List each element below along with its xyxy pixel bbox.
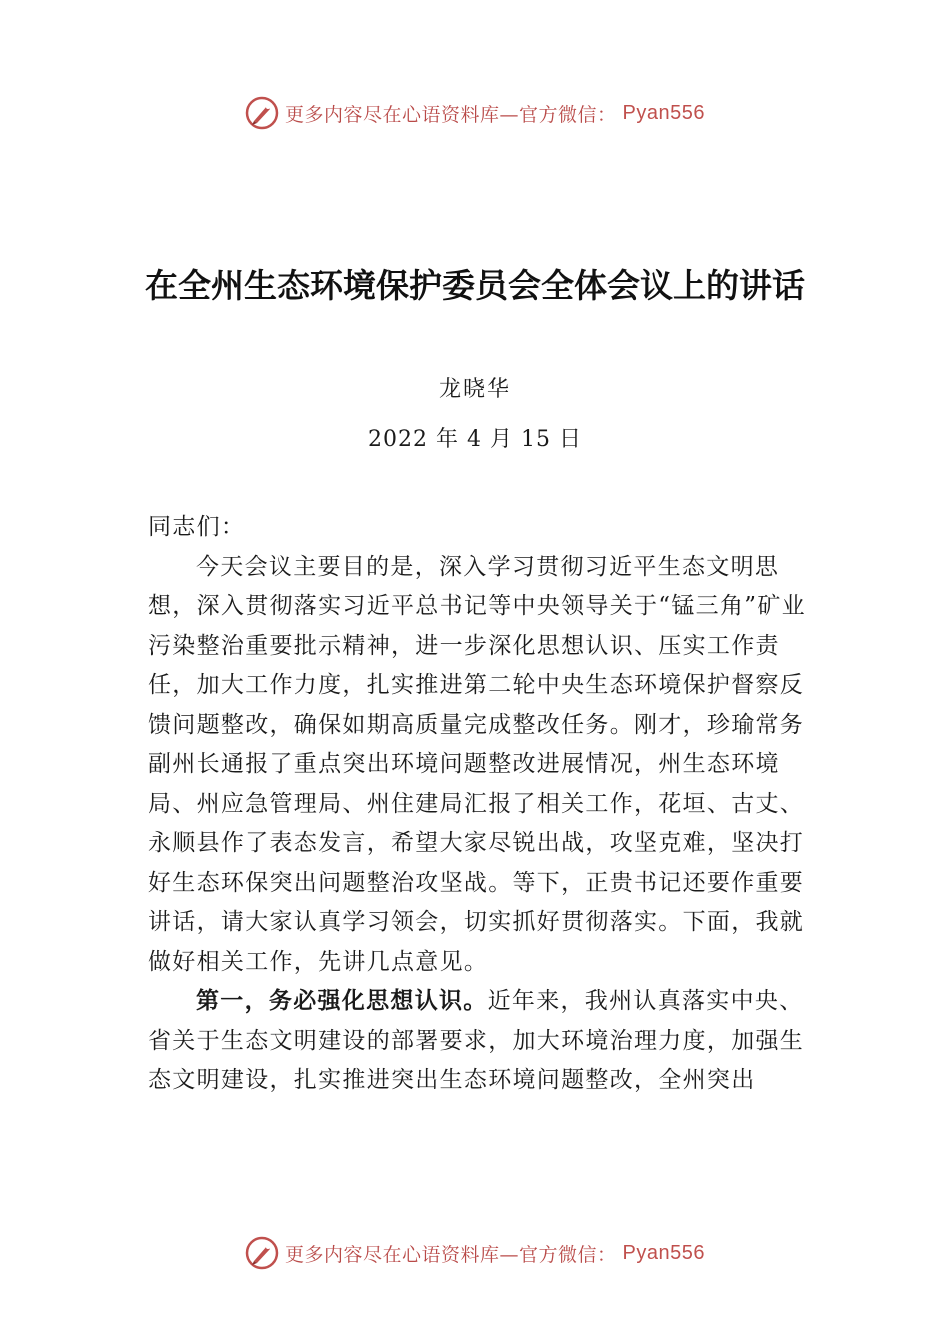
document-title: 在全州生态环境保护委员会全体会议上的讲话 xyxy=(145,266,805,305)
paragraph-2-text: 近年来，我州认真落实中央、省关于生态文明建设的部署要求，加大环境治理力度，加强生态文明建设，扎实推进突出生态环境问题整改，全州突出 xyxy=(148,988,805,1093)
watermark-id: Pyan556 xyxy=(622,101,705,124)
pen-logo-icon xyxy=(245,96,279,130)
footer-watermark xyxy=(0,1236,950,1270)
header-watermark xyxy=(0,96,950,130)
watermark-text: 更多内容尽在心语资料库—官方微信： xyxy=(285,1243,617,1266)
pen-logo-icon xyxy=(245,1236,279,1270)
watermark-id: Pyan556 xyxy=(622,1241,705,1264)
salutation: 同志们： xyxy=(148,514,246,540)
watermark-text: 更多内容尽在心语资料库—官方微信： xyxy=(285,103,617,126)
document-date: 2022 年 4 月 15 日 xyxy=(368,427,582,452)
document-author: 龙晓华 xyxy=(438,377,511,402)
paragraph-2-lead: 第一，务必强化思想认识。 xyxy=(196,988,488,1014)
paragraph-2 xyxy=(148,982,818,1101)
paragraph-1: 今天会议主要目的是，深入学习贯彻习近平生态文明思想，深入贯彻落实习近平总书记等中央领导关于“锰三角”矿业污染整治重要批示精神，进一步深化思想认识、压实工作责任，加大工作力度，扎实推进第二轮中央生态环境保护督察反馈问题整改，确保如期高质量完成整改任务。刚才，珍瑜常务副州长通报了重点突出环境问题整改进展情况，州生态环境局、州应急管理局、州住建局汇报了相关工作，花垣、古丈、永顺县作了表态发言，希望大家尽锐出战，攻坚克难，坚决打好生态环保突出问题整治攻坚战。等下，正贵书记还要作重要讲话，请大家认真学习领会，切实抓好贯彻落实。下面，我就做好相关工作，先讲几点意见。 xyxy=(148,553,806,975)
document-body xyxy=(148,508,818,1101)
